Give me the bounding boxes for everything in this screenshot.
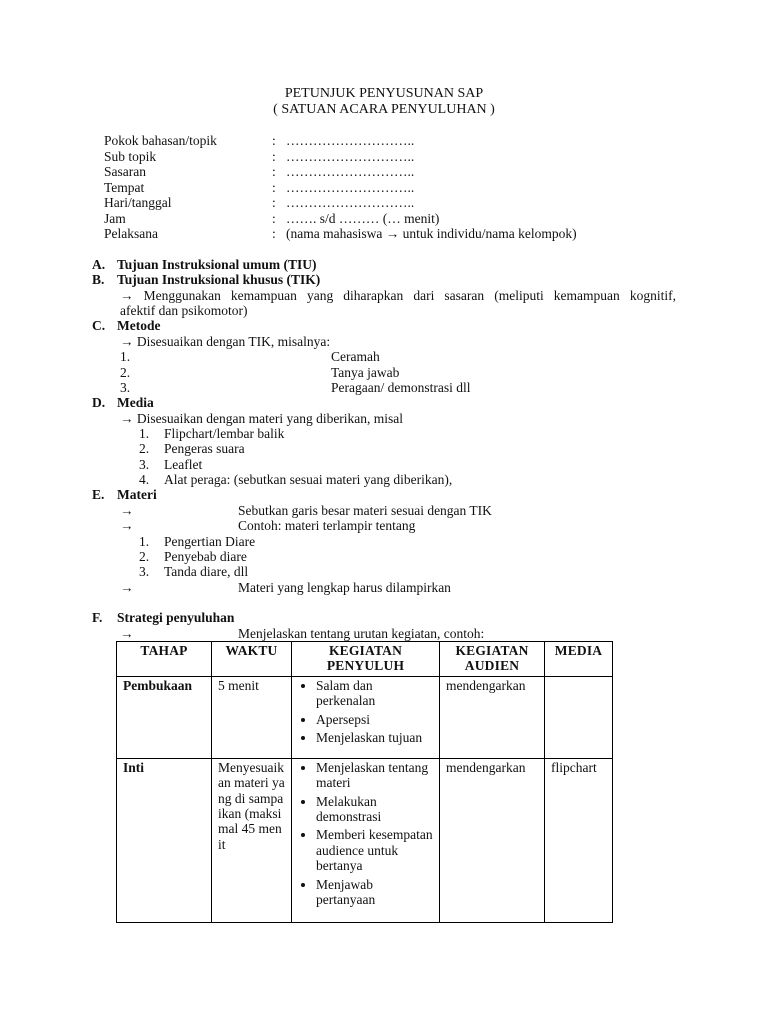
list-item: • Menjelaskan tentang materi [316,760,433,791]
section-d-intro: → Disesuaikan dengan materi yang diberikan, misal [120,411,404,426]
info-label: Tempat [104,180,145,195]
table-row [117,676,613,758]
section-b-heading [92,272,320,287]
list-number: 3. [139,564,150,579]
section-letter: F. [92,610,103,625]
list-item: • Menjelaskan tujuan [316,730,433,745]
info-colon: : [272,149,276,164]
cell-tahap: Inti [117,758,212,922]
info-colon: : [272,133,276,148]
list-item: • Melakukan demonstrasi [316,794,433,825]
info-label: Sasaran [104,164,146,179]
info-value: ……………………….. [286,195,415,210]
cell-waktu: Menyesuaikan materi yang di sampaikan (maksimal 45 menit [212,758,292,922]
section-letter: C. [92,318,106,333]
info-label: Pelaksana [104,226,158,241]
header-tahap: TAHAP [117,642,212,677]
info-label: Jam [104,211,126,226]
arrow-icon: → [120,626,134,641]
list-item: • Menjawab pertanyaan [316,877,433,908]
section-letter: A. [92,257,106,272]
cell-media [545,676,613,758]
info-label: Pokok bahasan/topik [104,133,217,148]
info-label: Sub topik [104,149,157,164]
cell-kegiatan-audien: mendengarkan [440,676,545,758]
section-f-intro: Menjelaskan tentang urutan kegiatan, contoh: [238,626,485,641]
list-item: Tanya jawab [331,365,400,380]
info-value: ……………………….. [286,164,415,179]
section-title: Materi [117,487,157,502]
list-item: Pengertian Diare [164,534,256,549]
section-d-heading [92,395,154,410]
section-letter: E. [92,487,105,502]
info-colon: : [272,211,276,226]
section-e-line: Sebutkan garis besar materi sesuai dengan TIK [238,503,492,518]
info-value: ……………………….. [286,133,415,148]
doc-title: PETUNJUK PENYUSUNAN SAP [284,86,484,101]
list-number: 3. [139,457,150,472]
list-item: Alat peraga: (sebutkan sesuai materi yang diberikan), [164,472,453,487]
doc-subtitle: ( SATUAN ACARA PENYULUHAN ) [273,102,495,117]
info-colon: : [272,226,276,241]
info-value: ……. s/d ……… (… menit) [286,211,440,226]
header-waktu: WAKTU [212,642,292,677]
strategy-table [116,641,613,923]
list-item: Peragaan/ demonstrasi dll [331,380,471,395]
list-item: Penyebab diare [164,549,247,564]
list-item: • Memberi kesempatan audience untuk bertanya [316,827,433,873]
list-number: 3. [120,380,131,395]
list-number: 1. [120,349,131,364]
arrow-icon: → [120,580,134,595]
info-value: ……………………….. [286,149,415,164]
arrow-icon: → [120,518,134,533]
list-item: Ceramah [331,349,380,364]
list-number: 2. [139,441,150,456]
section-a-heading [92,257,316,272]
header-media: MEDIA [545,642,613,677]
section-title: Media [117,395,154,410]
section-b-text: → Menggunakan kemampuan yang diharapkan dari sasaran (meliputi kemampuan kognitif, [120,288,676,303]
header-kegiatan-penyuluh: KEGIATAN PENYULUH [292,642,440,677]
section-f-heading [92,610,234,625]
info-label: Hari/tanggal [104,195,172,210]
cell-tahap: Pembukaan [117,676,212,758]
info-value: (nama mahasiswa → untuk individu/nama kelompok) [286,226,577,241]
section-title: Strategi penyuluhan [117,610,235,625]
list-number: 2. [120,365,131,380]
table-row [117,758,613,922]
list-item: Tanda diare, dll [164,564,249,579]
list-item: Leaflet [164,457,203,472]
arrow-icon: → [120,503,134,518]
section-c-intro: → Disesuaikan dengan TIK, misalnya: [120,334,331,349]
section-title: Metode [117,318,161,333]
section-e-line: Contoh: materi terlampir tentang [238,518,416,533]
list-number: 1. [139,426,150,441]
list-item: • Apersepsi [316,712,433,727]
cell-waktu: 5 menit [212,676,292,758]
info-colon: : [272,164,276,179]
section-c-heading [92,318,160,333]
cell-kegiatan-penyuluh [292,676,440,758]
section-e-heading [92,487,157,502]
section-letter: D. [92,395,106,410]
list-item: Flipchart/lembar balik [164,426,285,441]
cell-kegiatan-audien: mendengarkan [440,758,545,922]
header-kegiatan-audien: KEGIATAN AUDIEN [440,642,545,677]
section-b-text-cont: afektif dan psikomotor) [120,303,248,318]
list-item: Pengeras suara [164,441,245,456]
info-value: ……………………….. [286,180,415,195]
list-item: • Salam dan perkenalan [316,678,433,709]
cell-media: flipchart [545,758,613,922]
section-title: Tujuan Instruksional khusus (TIK) [117,272,321,287]
section-letter: B. [92,272,105,287]
section-title: Tujuan Instruksional umum (TIU) [117,257,317,272]
list-number: 4. [139,472,150,487]
section-e-line: Materi yang lengkap harus dilampirkan [238,580,451,595]
info-colon: : [272,180,276,195]
cell-kegiatan-penyuluh [292,758,440,922]
list-number: 1. [139,534,150,549]
list-number: 2. [139,549,150,564]
table-header-row [117,642,613,677]
info-colon: : [272,195,276,210]
